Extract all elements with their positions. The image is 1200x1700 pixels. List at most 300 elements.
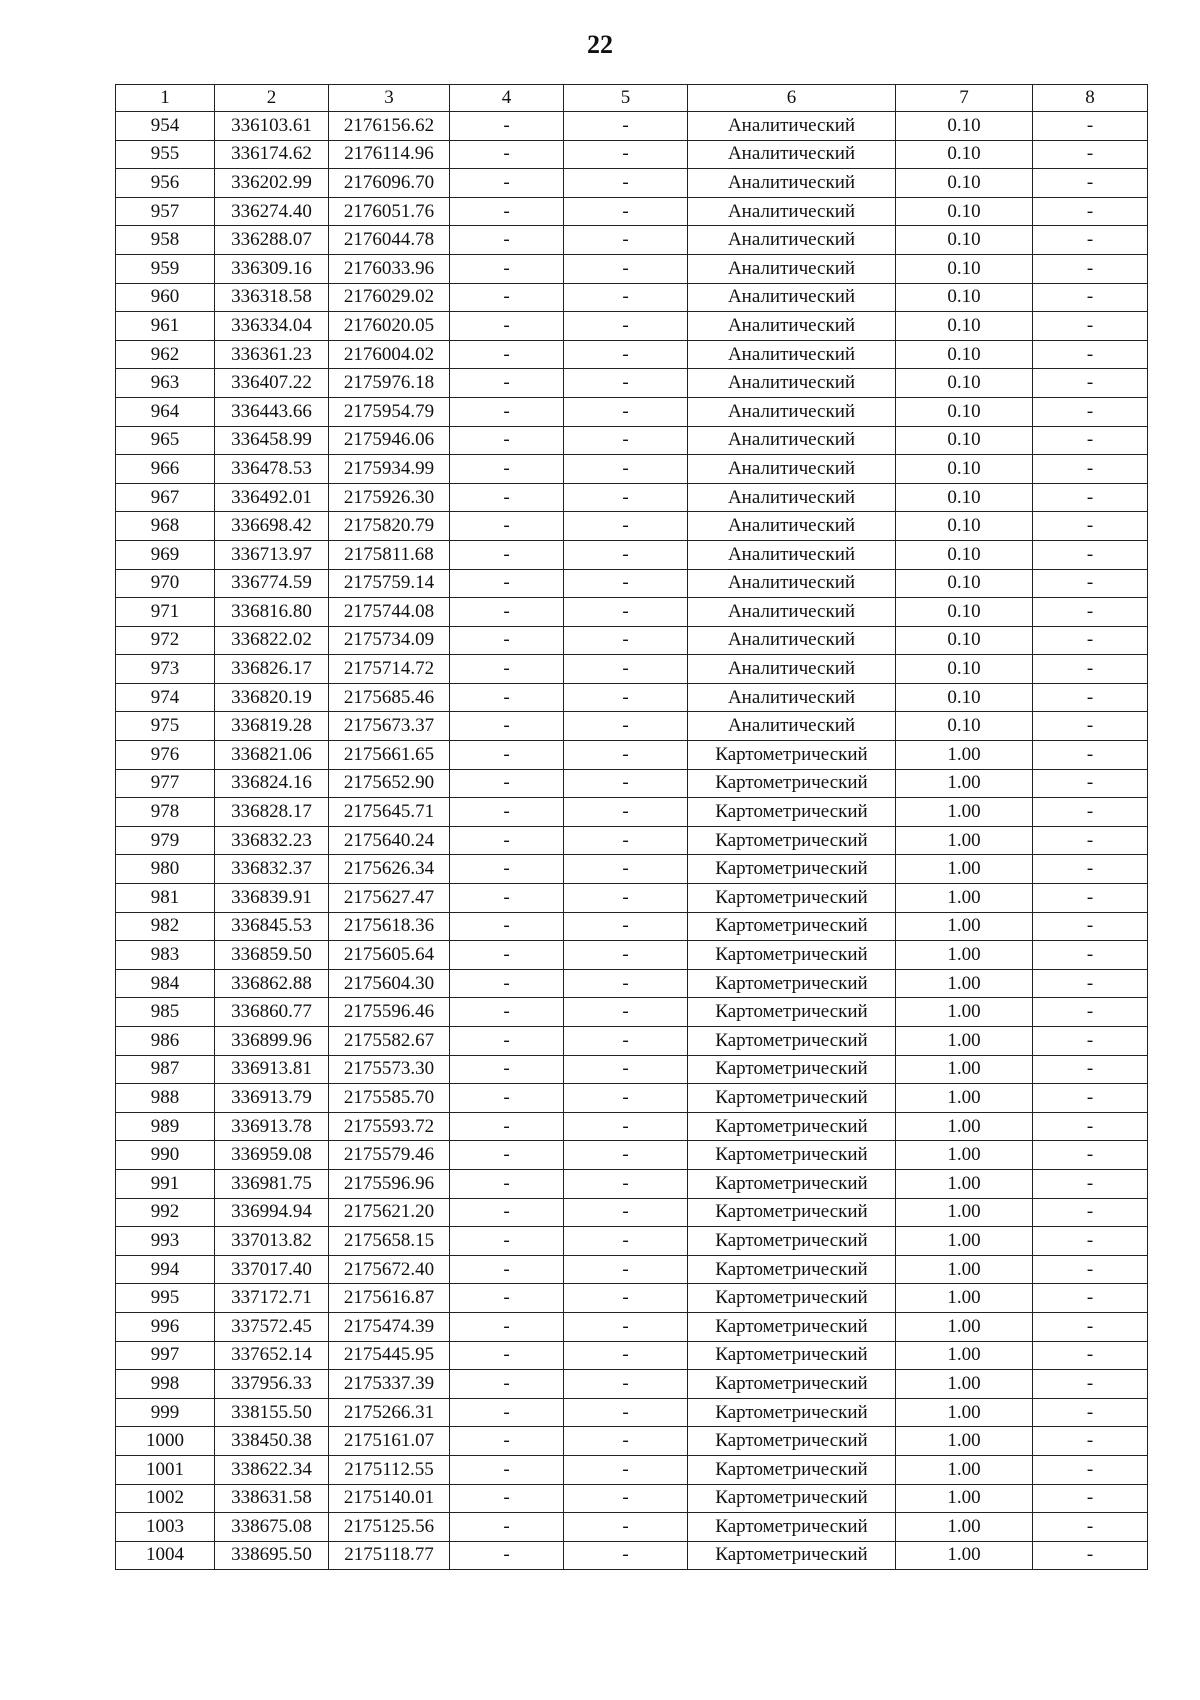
method-cell: Аналитический [688,683,896,712]
point-number-cell: 966 [116,455,215,484]
table-row [116,1427,1148,1456]
col4-cell: - [450,969,564,998]
accuracy-cell: 1.00 [896,741,1033,770]
col5-cell: - [564,512,688,541]
table-row [116,712,1148,741]
table-row [116,1341,1148,1370]
col5-cell: - [564,683,688,712]
col8-cell: - [1033,683,1148,712]
x-coordinate-cell: 336994.94 [215,1198,329,1227]
col5-cell: - [564,1198,688,1227]
table-row [116,683,1148,712]
col5-cell: - [564,1112,688,1141]
table-row [116,140,1148,169]
col8-cell: - [1033,712,1148,741]
y-coordinate-cell: 2175605.64 [329,941,450,970]
table-row [116,741,1148,770]
table-row [116,655,1148,684]
table-row [116,941,1148,970]
y-coordinate-cell: 2175954.79 [329,397,450,426]
x-coordinate-cell: 336845.53 [215,912,329,941]
point-number-cell: 1000 [116,1427,215,1456]
col4-cell: - [450,426,564,455]
y-coordinate-cell: 2175582.67 [329,1027,450,1056]
col8-cell: - [1033,1370,1148,1399]
x-coordinate-cell: 336698.42 [215,512,329,541]
x-coordinate-cell: 336862.88 [215,969,329,998]
accuracy-cell: 0.10 [896,455,1033,484]
col5-cell: - [564,741,688,770]
table-row [116,1112,1148,1141]
method-cell: Картометрический [688,769,896,798]
table-row [116,1227,1148,1256]
table-row [116,397,1148,426]
point-number-cell: 964 [116,397,215,426]
x-coordinate-cell: 336103.61 [215,112,329,141]
y-coordinate-cell: 2175658.15 [329,1227,450,1256]
y-coordinate-cell: 2175661.65 [329,741,450,770]
col4-cell: - [450,941,564,970]
col8-cell: - [1033,455,1148,484]
method-cell: Аналитический [688,483,896,512]
accuracy-cell: 1.00 [896,1141,1033,1170]
y-coordinate-cell: 2175934.99 [329,455,450,484]
col4-cell: - [450,1341,564,1370]
y-coordinate-cell: 2175161.07 [329,1427,450,1456]
method-cell: Аналитический [688,140,896,169]
x-coordinate-cell: 336913.78 [215,1112,329,1141]
point-number-cell: 987 [116,1055,215,1084]
col4-cell: - [450,626,564,655]
y-coordinate-cell: 2175140.01 [329,1484,450,1513]
point-number-cell: 956 [116,169,215,198]
table-row [116,1455,1148,1484]
col4-cell: - [450,254,564,283]
x-coordinate-cell: 336832.23 [215,826,329,855]
accuracy-cell: 1.00 [896,826,1033,855]
method-cell: Картометрический [688,969,896,998]
method-cell: Картометрический [688,1284,896,1313]
col5-cell: - [564,112,688,141]
method-cell: Картометрический [688,1455,896,1484]
method-cell: Картометрический [688,1027,896,1056]
point-number-cell: 991 [116,1169,215,1198]
y-coordinate-cell: 2175820.79 [329,512,450,541]
method-cell: Картометрический [688,1312,896,1341]
col4-cell: - [450,169,564,198]
accuracy-cell: 0.10 [896,712,1033,741]
column-header: 3 [329,85,450,112]
col8-cell: - [1033,569,1148,598]
method-cell: Аналитический [688,197,896,226]
accuracy-cell: 0.10 [896,598,1033,627]
y-coordinate-cell: 2175640.24 [329,826,450,855]
col8-cell: - [1033,1198,1148,1227]
col5-cell: - [564,1312,688,1341]
point-number-cell: 976 [116,741,215,770]
y-coordinate-cell: 2175596.46 [329,998,450,1027]
accuracy-cell: 1.00 [896,884,1033,913]
col8-cell: - [1033,397,1148,426]
method-cell: Аналитический [688,712,896,741]
table-row [116,1513,1148,1542]
y-coordinate-cell: 2175585.70 [329,1084,450,1113]
col4-cell: - [450,1027,564,1056]
col4-cell: - [450,769,564,798]
table-row [116,455,1148,484]
table-row [116,826,1148,855]
point-number-cell: 997 [116,1341,215,1370]
x-coordinate-cell: 336913.81 [215,1055,329,1084]
point-number-cell: 978 [116,798,215,827]
x-coordinate-cell: 338675.08 [215,1513,329,1542]
y-coordinate-cell: 2175125.56 [329,1513,450,1542]
accuracy-cell: 1.00 [896,769,1033,798]
method-cell: Аналитический [688,312,896,341]
x-coordinate-cell: 336832.37 [215,855,329,884]
col4-cell: - [450,1198,564,1227]
point-number-cell: 995 [116,1284,215,1313]
col4-cell: - [450,1427,564,1456]
col5-cell: - [564,712,688,741]
col5-cell: - [564,1427,688,1456]
col4-cell: - [450,569,564,598]
col4-cell: - [450,884,564,913]
table-row [116,569,1148,598]
accuracy-cell: 0.10 [896,340,1033,369]
table-row [116,1027,1148,1056]
y-coordinate-cell: 2175593.72 [329,1112,450,1141]
accuracy-cell: 1.00 [896,1484,1033,1513]
col4-cell: - [450,512,564,541]
point-number-cell: 962 [116,340,215,369]
col5-cell: - [564,769,688,798]
method-cell: Картометрический [688,941,896,970]
point-number-cell: 974 [116,683,215,712]
point-number-cell: 957 [116,197,215,226]
y-coordinate-cell: 2175714.72 [329,655,450,684]
col4-cell: - [450,455,564,484]
x-coordinate-cell: 336816.80 [215,598,329,627]
col4-cell: - [450,112,564,141]
accuracy-cell: 0.10 [896,483,1033,512]
accuracy-cell: 1.00 [896,941,1033,970]
col4-cell: - [450,798,564,827]
x-coordinate-cell: 336288.07 [215,226,329,255]
col8-cell: - [1033,1513,1148,1542]
column-header: 4 [450,85,564,112]
col4-cell: - [450,540,564,569]
y-coordinate-cell: 2175596.96 [329,1169,450,1198]
table-row [116,1141,1148,1170]
col5-cell: - [564,226,688,255]
col8-cell: - [1033,1112,1148,1141]
accuracy-cell: 0.10 [896,626,1033,655]
table-row [116,1370,1148,1399]
point-number-cell: 984 [116,969,215,998]
x-coordinate-cell: 336860.77 [215,998,329,1027]
y-coordinate-cell: 2175672.40 [329,1255,450,1284]
col5-cell: - [564,169,688,198]
accuracy-cell: 1.00 [896,1227,1033,1256]
col5-cell: - [564,340,688,369]
accuracy-cell: 0.10 [896,254,1033,283]
col4-cell: - [450,140,564,169]
accuracy-cell: 0.10 [896,540,1033,569]
table-row [116,340,1148,369]
y-coordinate-cell: 2175759.14 [329,569,450,598]
col4-cell: - [450,483,564,512]
col5-cell: - [564,998,688,1027]
method-cell: Аналитический [688,540,896,569]
accuracy-cell: 1.00 [896,1255,1033,1284]
col8-cell: - [1033,254,1148,283]
accuracy-cell: 0.10 [896,426,1033,455]
point-number-cell: 958 [116,226,215,255]
x-coordinate-cell: 336334.04 [215,312,329,341]
method-cell: Картометрический [688,1341,896,1370]
x-coordinate-cell: 336274.40 [215,197,329,226]
col5-cell: - [564,1141,688,1170]
table-row [116,626,1148,655]
col4-cell: - [450,1084,564,1113]
table-row [116,1398,1148,1427]
table-row [116,969,1148,998]
table-row [116,283,1148,312]
col4-cell: - [450,1398,564,1427]
col4-cell: - [450,1484,564,1513]
accuracy-cell: 0.10 [896,569,1033,598]
column-header: 5 [564,85,688,112]
col8-cell: - [1033,1084,1148,1113]
point-number-cell: 1001 [116,1455,215,1484]
method-cell: Картометрический [688,884,896,913]
table-row [116,998,1148,1027]
col8-cell: - [1033,655,1148,684]
col5-cell: - [564,540,688,569]
y-coordinate-cell: 2175604.30 [329,969,450,998]
col4-cell: - [450,1541,564,1570]
col8-cell: - [1033,998,1148,1027]
col8-cell: - [1033,483,1148,512]
point-number-cell: 955 [116,140,215,169]
x-coordinate-cell: 336822.02 [215,626,329,655]
y-coordinate-cell: 2176051.76 [329,197,450,226]
method-cell: Аналитический [688,598,896,627]
method-cell: Картометрический [688,1370,896,1399]
col8-cell: - [1033,1398,1148,1427]
y-coordinate-cell: 2175627.47 [329,884,450,913]
col4-cell: - [450,1255,564,1284]
y-coordinate-cell: 2175616.87 [329,1284,450,1313]
y-coordinate-cell: 2175685.46 [329,683,450,712]
method-cell: Картометрический [688,1169,896,1198]
point-number-cell: 983 [116,941,215,970]
col4-cell: - [450,1370,564,1399]
col8-cell: - [1033,941,1148,970]
col5-cell: - [564,254,688,283]
col8-cell: - [1033,1284,1148,1313]
accuracy-cell: 0.10 [896,655,1033,684]
point-number-cell: 999 [116,1398,215,1427]
accuracy-cell: 1.00 [896,1341,1033,1370]
method-cell: Картометрический [688,1484,896,1513]
y-coordinate-cell: 2175926.30 [329,483,450,512]
point-number-cell: 963 [116,369,215,398]
method-cell: Картометрический [688,826,896,855]
point-number-cell: 986 [116,1027,215,1056]
col8-cell: - [1033,1027,1148,1056]
column-header: 2 [215,85,329,112]
point-number-cell: 959 [116,254,215,283]
x-coordinate-cell: 336318.58 [215,283,329,312]
table-row [116,1284,1148,1313]
table-row [116,798,1148,827]
method-cell: Картометрический [688,798,896,827]
x-coordinate-cell: 338622.34 [215,1455,329,1484]
x-coordinate-cell: 336826.17 [215,655,329,684]
accuracy-cell: 0.10 [896,226,1033,255]
accuracy-cell: 1.00 [896,1198,1033,1227]
col8-cell: - [1033,598,1148,627]
y-coordinate-cell: 2175118.77 [329,1541,450,1570]
method-cell: Картометрический [688,998,896,1027]
accuracy-cell: 0.10 [896,283,1033,312]
point-number-cell: 989 [116,1112,215,1141]
x-coordinate-cell: 336458.99 [215,426,329,455]
y-coordinate-cell: 2175266.31 [329,1398,450,1427]
accuracy-cell: 0.10 [896,683,1033,712]
method-cell: Картометрический [688,1398,896,1427]
y-coordinate-cell: 2176156.62 [329,112,450,141]
col8-cell: - [1033,426,1148,455]
col8-cell: - [1033,197,1148,226]
col8-cell: - [1033,1484,1148,1513]
col5-cell: - [564,1398,688,1427]
accuracy-cell: 1.00 [896,1112,1033,1141]
col8-cell: - [1033,1312,1148,1341]
accuracy-cell: 1.00 [896,912,1033,941]
col4-cell: - [450,1112,564,1141]
col5-cell: - [564,884,688,913]
method-cell: Аналитический [688,455,896,484]
col4-cell: - [450,655,564,684]
method-cell: Картометрический [688,1513,896,1542]
col8-cell: - [1033,1341,1148,1370]
table-row [116,312,1148,341]
x-coordinate-cell: 336899.96 [215,1027,329,1056]
y-coordinate-cell: 2175621.20 [329,1198,450,1227]
col4-cell: - [450,397,564,426]
col4-cell: - [450,1141,564,1170]
accuracy-cell: 1.00 [896,1055,1033,1084]
x-coordinate-cell: 336839.91 [215,884,329,913]
accuracy-cell: 0.10 [896,197,1033,226]
table-row [116,1169,1148,1198]
table-row [116,1084,1148,1113]
table-row [116,226,1148,255]
point-number-cell: 1002 [116,1484,215,1513]
point-number-cell: 977 [116,769,215,798]
accuracy-cell: 0.10 [896,140,1033,169]
accuracy-cell: 1.00 [896,855,1033,884]
method-cell: Картометрический [688,1084,896,1113]
accuracy-cell: 1.00 [896,1312,1033,1341]
col8-cell: - [1033,283,1148,312]
table-row [116,483,1148,512]
point-number-cell: 960 [116,283,215,312]
col5-cell: - [564,941,688,970]
method-cell: Аналитический [688,626,896,655]
x-coordinate-cell: 336859.50 [215,941,329,970]
col4-cell: - [450,1227,564,1256]
column-header: 1 [116,85,215,112]
col5-cell: - [564,283,688,312]
y-coordinate-cell: 2175618.36 [329,912,450,941]
col8-cell: - [1033,1427,1148,1456]
accuracy-cell: 1.00 [896,798,1033,827]
table-row [116,540,1148,569]
method-cell: Картометрический [688,1112,896,1141]
accuracy-cell: 0.10 [896,112,1033,141]
x-coordinate-cell: 336492.01 [215,483,329,512]
table-row [116,426,1148,455]
table-header-row [116,85,1148,112]
col8-cell: - [1033,340,1148,369]
method-cell: Аналитический [688,397,896,426]
point-number-cell: 975 [116,712,215,741]
col4-cell: - [450,312,564,341]
col5-cell: - [564,1255,688,1284]
point-number-cell: 954 [116,112,215,141]
accuracy-cell: 1.00 [896,998,1033,1027]
table-row [116,1541,1148,1570]
col8-cell: - [1033,1255,1148,1284]
col4-cell: - [450,1455,564,1484]
col5-cell: - [564,1055,688,1084]
accuracy-cell: 1.00 [896,1169,1033,1198]
method-cell: Картометрический [688,1055,896,1084]
point-number-cell: 988 [116,1084,215,1113]
accuracy-cell: 1.00 [896,1084,1033,1113]
accuracy-cell: 0.10 [896,312,1033,341]
y-coordinate-cell: 2176044.78 [329,226,450,255]
column-header: 8 [1033,85,1148,112]
table-row [116,598,1148,627]
col4-cell: - [450,598,564,627]
column-header: 6 [688,85,896,112]
col5-cell: - [564,569,688,598]
accuracy-cell: 1.00 [896,1027,1033,1056]
coordinates-table [115,84,1148,1570]
point-number-cell: 971 [116,598,215,627]
x-coordinate-cell: 336913.79 [215,1084,329,1113]
col5-cell: - [564,397,688,426]
point-number-cell: 990 [116,1141,215,1170]
point-number-cell: 985 [116,998,215,1027]
col4-cell: - [450,712,564,741]
table-row [116,1198,1148,1227]
y-coordinate-cell: 2175744.08 [329,598,450,627]
x-coordinate-cell: 337013.82 [215,1227,329,1256]
y-coordinate-cell: 2175112.55 [329,1455,450,1484]
x-coordinate-cell: 338631.58 [215,1484,329,1513]
page-number: 22 [587,30,613,59]
point-number-cell: 968 [116,512,215,541]
col8-cell: - [1033,1541,1148,1570]
point-number-cell: 1003 [116,1513,215,1542]
col5-cell: - [564,969,688,998]
